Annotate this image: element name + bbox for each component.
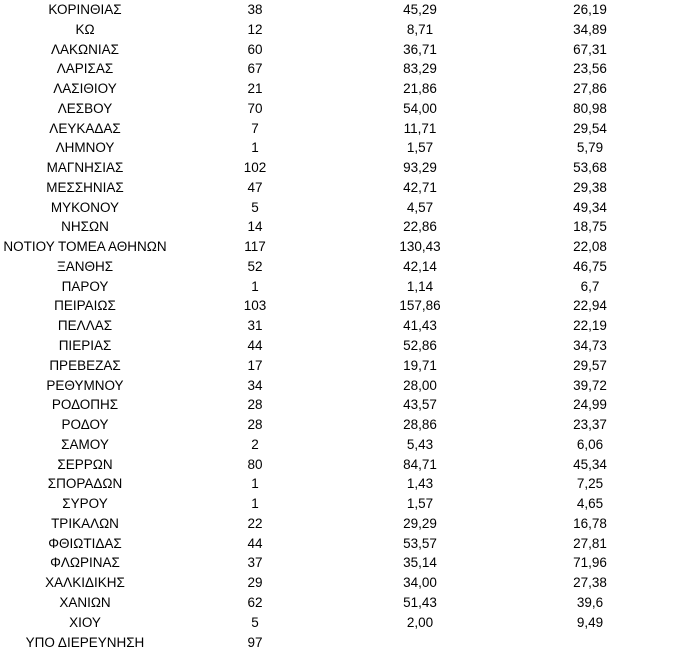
percent-cell: 16,78 [573,515,607,531]
region-name-cell: ΚΟΡΙΝΘΙΑΣ [48,2,122,17]
table-row [0,217,673,237]
percent-cell: 29,54 [573,120,607,136]
table-row [0,593,673,613]
rate-cell: 45,29 [403,2,437,17]
cases-cell: 1 [251,140,259,156]
table-row [0,415,673,435]
cases-cell: 31 [247,318,263,334]
rate-cell: 35,14 [403,555,437,571]
cases-cell: 22 [247,515,263,531]
rate-cell: 1,43 [406,476,434,492]
cases-cell: 52 [247,258,263,274]
cases-cell: 1 [251,476,259,492]
percent-cell: 29,38 [573,179,607,195]
rate-cell: 1,14 [406,278,434,294]
cases-cell: 1 [251,496,259,512]
cases-cell: 5 [251,614,259,630]
rate-cell: 130,43 [399,239,441,255]
cases-cell: 37 [247,555,263,571]
cases-cell: 28 [247,397,263,413]
percent-cell: 23,37 [573,417,607,433]
table-row [0,20,673,40]
region-name-cell: ΡΕΘΥΜΝΟΥ [46,377,124,393]
table-row [0,534,673,554]
region-name-cell: ΡΟΔΟΥ [61,417,109,433]
rate-cell: 22,86 [403,219,437,235]
table-row [0,356,673,376]
region-name-cell: ΛΕΥΚΑΔΑΣ [49,120,121,136]
percent-cell: 39,6 [576,594,604,610]
region-name-cell: ΜΥΚΟΝΟΥ [50,199,120,215]
cases-cell: 5 [251,199,259,215]
table-row [0,119,673,139]
region-name-cell: ΛΑΚΩΝΙΑΣ [51,41,119,57]
rate-cell: 42,14 [403,258,437,274]
cases-cell: 29 [247,575,263,591]
cases-cell: 60 [247,41,263,57]
cases-cell: 62 [247,594,263,610]
region-name-cell: ΚΩ [75,21,95,37]
region-name-cell: ΛΕΣΒΟΥ [57,100,113,116]
rate-cell: 41,43 [403,318,437,334]
rate-cell: 8,71 [406,21,434,37]
region-name-cell: ΧΑΝΙΩΝ [59,594,111,610]
rate-cell: 93,29 [403,160,437,176]
percent-cell: 26,19 [573,2,607,17]
region-name-cell: ΧΙΟΥ [69,614,101,630]
table-row [0,178,673,198]
table-row [0,158,673,178]
percent-cell: 22,19 [573,318,607,334]
cases-cell: 97 [247,634,263,650]
region-name-cell: ΧΑΛΚΙΔΙΚΗΣ [45,575,125,591]
percent-cell: 24,99 [573,397,607,413]
percent-cell: 4,65 [576,496,604,512]
rate-cell: 42,71 [403,179,437,195]
rate-cell: 53,57 [403,535,437,551]
table-row [0,79,673,99]
rate-cell: 36,71 [403,41,437,57]
region-name-cell: ΠΑΡΟΥ [61,278,109,294]
cases-cell: 47 [247,179,263,195]
region-name-cell: ΦΛΩΡΙΝΑΣ [50,555,120,571]
region-name-cell: ΠΕΛΛΑΣ [57,318,113,334]
percent-cell: 22,08 [573,239,607,255]
table-row [0,455,673,475]
region-name-cell: ΥΠΟ ΔΙΕΡΕΥΝΗΣΗ [25,634,145,650]
cases-cell: 103 [243,298,267,314]
percent-cell: 7,25 [576,476,604,492]
region-name-cell: ΣΑΜΟΥ [61,436,109,452]
rate-cell: 157,86 [399,298,441,314]
cases-cell: 21 [247,81,263,97]
table-row [0,553,673,573]
percent-cell: 34,89 [573,21,607,37]
percent-cell: 18,75 [573,219,607,235]
region-name-cell: ΝΟΤΙΟΥ ΤΟΜΕΑ ΑΘΗΝΩΝ [3,239,167,255]
rate-cell: 5,43 [406,436,434,452]
cases-cell: 44 [247,535,263,551]
percent-cell: 9,49 [576,614,604,630]
cases-cell: 34 [247,377,263,393]
table-row [0,59,673,79]
table-row [0,257,673,277]
percent-cell: 6,06 [576,436,604,452]
table-row [0,376,673,396]
cases-cell: 70 [247,100,263,116]
table-row [0,395,673,415]
rate-cell: 4,57 [406,199,434,215]
cases-cell: 2 [251,436,259,452]
percent-cell: 39,72 [573,377,607,393]
percent-cell: 5,79 [576,140,604,156]
cases-cell: 17 [247,357,263,373]
table-row [0,613,673,633]
region-name-cell: ΦΘΙΩΤΙΔΑΣ [48,535,122,551]
cases-cell: 12 [247,21,263,37]
percent-cell: 27,81 [573,535,607,551]
percent-cell: 29,57 [573,357,607,373]
table-row [0,336,673,356]
table-row [0,198,673,218]
percent-cell: 46,75 [573,258,607,274]
table-row [0,277,673,297]
region-name-cell: ΜΕΣΣΗΝΙΑΣ [46,179,124,195]
cases-cell: 28 [247,417,263,433]
rate-cell: 11,71 [403,120,437,136]
region-name-cell: ΛΑΡΙΣΑΣ [56,61,114,77]
rate-cell: 54,00 [403,100,437,116]
percent-cell: 27,38 [573,575,607,591]
percent-cell: 22,94 [573,298,607,314]
percent-cell: 23,56 [573,61,607,77]
rate-cell: 34,00 [403,575,437,591]
rate-cell: 19,71 [403,357,437,373]
percent-cell: 71,96 [573,555,607,571]
cases-cell: 67 [247,61,263,77]
cases-cell: 7 [251,120,259,136]
region-name-cell: ΛΗΜΝΟΥ [55,140,115,156]
rate-cell: 21,86 [403,81,437,97]
percent-cell: 6,7 [580,278,600,294]
region-name-cell: ΝΗΣΩΝ [61,219,109,235]
cases-cell: 14 [247,219,263,235]
table-row [0,633,673,653]
cases-cell: 1 [251,278,259,294]
region-name-cell: ΣΕΡΡΩΝ [57,456,113,472]
rate-cell: 51,43 [403,594,437,610]
table-row [0,316,673,336]
region-name-cell: ΛΑΣΙΘΙΟΥ [53,81,117,97]
percent-cell: 34,73 [573,338,607,354]
region-name-cell: ΠΡΕΒΕΖΑΣ [49,357,121,373]
rate-cell: 29,29 [403,515,437,531]
percent-cell: 67,31 [573,41,607,57]
rate-cell: 28,00 [403,377,437,393]
rate-cell: 1,57 [406,140,434,156]
table-row [0,514,673,534]
cases-cell: 102 [243,160,267,176]
percent-cell: 27,86 [573,81,607,97]
cases-cell: 117 [244,239,266,255]
percent-cell: 49,34 [573,199,607,215]
table-row [0,435,673,455]
table-row [0,40,673,60]
cases-cell: 44 [247,338,263,354]
table-row [0,0,673,20]
cases-cell: 38 [247,2,263,17]
region-name-cell: ΤΡΙΚΑΛΩΝ [51,515,119,531]
region-name-cell: ΣΠΟΡΑΔΩΝ [47,476,123,492]
table-row [0,573,673,593]
rate-cell: 28,86 [403,417,437,433]
rate-cell: 43,57 [403,397,437,413]
percent-cell: 45,34 [573,456,607,472]
table-row [0,296,673,316]
region-name-cell: ΞΑΝΘΗΣ [56,258,114,274]
region-name-cell: ΠΕΙΡΑΙΩΣ [54,298,116,314]
region-name-cell: ΠΙΕΡΙΑΣ [58,338,112,354]
rate-cell: 2,00 [406,614,434,630]
rate-cell: 84,71 [403,456,437,472]
table-row [0,494,673,514]
region-name-cell: ΣΥΡΟΥ [62,496,108,512]
cases-cell: 80 [247,456,263,472]
region-name-cell: ΡΟΔΟΠΗΣ [51,397,119,413]
table-row [0,237,673,257]
table-row [0,99,673,119]
percent-cell: 80,98 [573,100,607,116]
rate-cell: 52,86 [403,338,437,354]
region-name-cell: ΜΑΓΝΗΣΙΑΣ [46,160,124,176]
rate-cell: 83,29 [403,61,437,77]
rate-cell: 1,57 [406,496,434,512]
table-row [0,138,673,158]
table-row [0,474,673,494]
percent-cell: 53,68 [573,160,607,176]
